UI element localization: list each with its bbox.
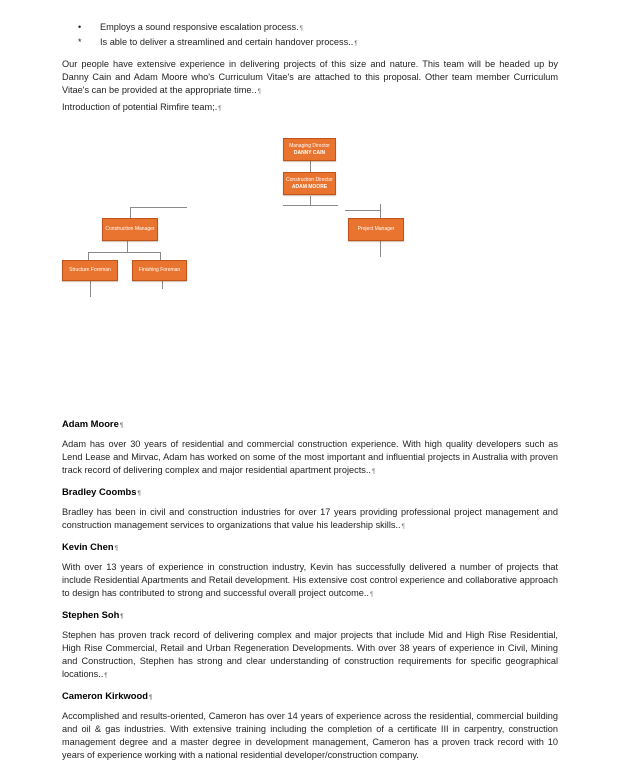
paragraph-mark: ¶ <box>257 89 261 95</box>
profile-bio: Stephen has proven track record of delivering complex and major projects that include Mid and High Rise Residential, High Rise Commercial, Retail and Urban Regeneration Developments. With over 38 years of experience in Civil, Mining and Construction, Stephen has strong and clear understanding of construction requirements for specific geographical locations..¶ <box>62 630 558 679</box>
paragraph-mark: ¶ <box>369 592 374 598</box>
connector-line <box>380 241 381 257</box>
paragraph-mark: ¶ <box>120 614 124 620</box>
intro-paragraph: Our people have extensive experience in delivering projects of this size and nature. This team will be headed up by Danny Cain and Adam Moore who's Curriculum Vitae's are attached to this proposal. Other team member Curriculum Vitae's can be provided at the appropriate time..¶ <box>62 59 558 95</box>
paragraph-mark: ¶ <box>371 469 376 475</box>
org-node-construction-manager <box>102 218 158 241</box>
paragraph-mark: ¶ <box>218 106 222 112</box>
paragraph-mark: ¶ <box>299 26 303 32</box>
connector-line <box>90 281 91 297</box>
profile-bio: Bradley has been in civil and construction industries for over 17 years providing professional project management and construction management services to organizations that value his leadership skills..¶ <box>62 507 558 530</box>
profiles-block <box>62 417 558 762</box>
org-node-role: Construction Manager <box>105 226 155 233</box>
paragraph-mark: ¶ <box>119 423 124 429</box>
org-node-structure-foreman <box>62 260 118 281</box>
profile-name: Adam Moore¶ <box>62 418 124 429</box>
org-node-finishing-foreman <box>132 260 187 281</box>
org-node-role: Managing Director <box>289 143 330 149</box>
connector-line <box>88 253 89 260</box>
org-node-role: Finishing Foreman <box>138 267 181 274</box>
bullet-glyph: * <box>78 37 82 47</box>
paragraph-mark: ¶ <box>137 491 141 497</box>
org-node-managing-director <box>283 138 336 161</box>
connector-line <box>88 252 161 253</box>
org-node-project-manager <box>348 218 404 241</box>
org-node-construction-director <box>283 172 336 195</box>
paragraph-mark: ¶ <box>401 524 405 530</box>
profile-name: Cameron Kirkwood¶ <box>62 690 153 701</box>
connector-line <box>160 253 161 260</box>
connector-line <box>310 196 311 205</box>
paragraph-mark: ¶ <box>114 546 118 552</box>
org-node-role: Structure Foreman <box>69 267 111 274</box>
org-node-role: Construction Director <box>286 177 333 183</box>
bullet-glyph: • <box>78 22 82 32</box>
connector-line <box>130 208 131 218</box>
paragraph-mark: ¶ <box>104 673 108 679</box>
org-node-role: Project Manager <box>357 226 395 233</box>
paragraph-mark: ¶ <box>354 41 358 47</box>
profile-bio: Accomplished and results-oriented, Cameron has over 14 years of experience across the residential, commercial building and oil & gas industries. With extensive training including the completion of a certificate III in carpentry, construction management degree and a master degree in development management, Cameron has a proven track record with 10 years of experience working with a national residential developer/construction company. <box>62 711 558 760</box>
connector-line <box>345 210 380 211</box>
connector-line <box>162 281 163 289</box>
connector-line <box>283 205 338 206</box>
org-node-person: DANNY CAIN <box>293 149 326 156</box>
bullet-text: Employs a sound responsive escalation process.¶ <box>100 22 303 32</box>
profile-name: Stephen Soh¶ <box>62 609 124 620</box>
connector-line <box>127 241 128 252</box>
team-intro-line: Introduction of potential Rimfire team;.¶ <box>62 102 222 112</box>
org-chart <box>0 0 620 310</box>
profile-name: Kevin Chen¶ <box>62 541 118 552</box>
profile-bio: Adam has over 30 years of residential and commercial construction experience. With high quality developers such as Lend Lease and Mirvac, Adam has worked on some of the most important and influential projects in Australia with proven track record of delivering complex and major residential apartment projects..¶ <box>62 439 558 475</box>
connector-line <box>130 207 187 208</box>
profile-name: Bradley Coombs¶ <box>62 486 141 497</box>
bullet-text: Is able to deliver a streamlined and certain handover process..¶ <box>100 37 358 47</box>
org-node-person: ADAM MOORE <box>291 183 328 190</box>
profile-bio: With over 13 years of experience in construction industry, Kevin has successfully delivered a number of projects that include Residential Apartments and Retail development. His extensive cost control experience and collaborative approach to design has contributed to strong and successful overall project outcome..¶ <box>62 562 558 598</box>
connector-line <box>380 204 381 218</box>
paragraph-mark: ¶ <box>148 695 153 701</box>
